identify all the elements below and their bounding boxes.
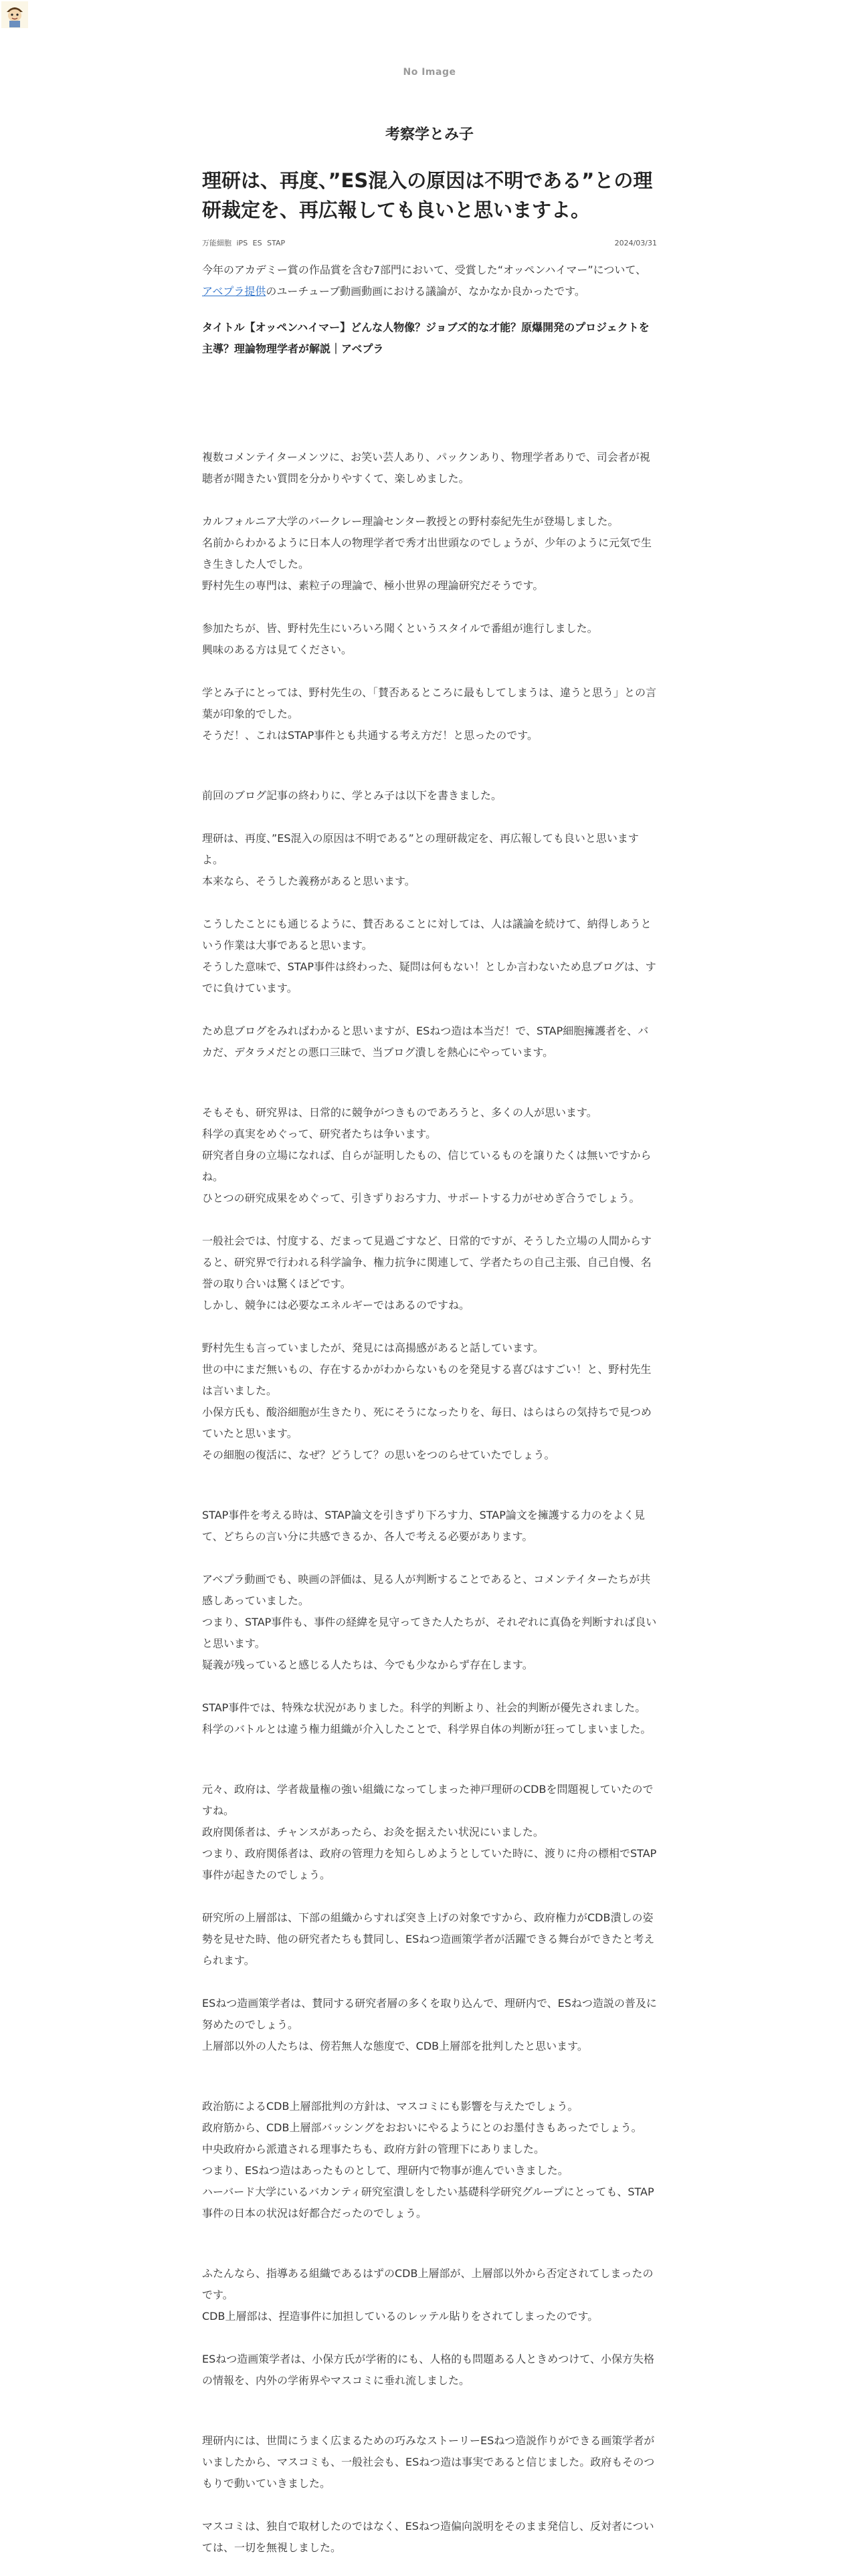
body-paragraph bbox=[202, 1230, 657, 1316]
paragraph-gap bbox=[202, 2057, 657, 2096]
paragraph-gap bbox=[202, 1740, 657, 1779]
paragraph-gap bbox=[202, 2327, 657, 2349]
source-link[interactable]: アベプラ提供 bbox=[202, 285, 266, 298]
body-paragraph bbox=[202, 1907, 657, 1971]
body-paragraph bbox=[202, 1102, 657, 1209]
body-line: 政府関係者は、チャンスがあったら、お灸を据えたい状況にいました。 bbox=[202, 1826, 544, 1838]
body-paragraph bbox=[202, 2096, 657, 2224]
paragraph-gap bbox=[202, 746, 657, 785]
body-paragraph bbox=[202, 618, 657, 661]
body-paragraph bbox=[202, 1993, 657, 2057]
paragraph-gap bbox=[202, 597, 657, 618]
paragraph-gap bbox=[202, 1316, 657, 1337]
body-line: 名前からわかるように日本人の物理学者で秀才出世頭なのでしょうが、少年のように元気で生き生きした人でした。 bbox=[202, 536, 652, 570]
paragraph-gap bbox=[202, 807, 657, 828]
body-line: 理研は、再度、”ES混入の原因は不明である”との理研裁定を、再広報しても良いと思いますよ。 bbox=[202, 832, 639, 866]
body-paragraph bbox=[202, 2263, 657, 2327]
body-line: 科学の真実をめぐって、研究者たちは争います。 bbox=[202, 1128, 437, 1140]
tag-link[interactable]: iPS bbox=[236, 239, 248, 247]
body-line: つまり、政府関係者は、政府の管理力を知らしめようとしていた時に、渡りに舟の標相でSTAP事件が起きたのでしょう。 bbox=[202, 1847, 657, 1881]
paragraph-gap bbox=[202, 1209, 657, 1230]
paragraph-gap bbox=[202, 892, 657, 914]
tag-link[interactable]: ES bbox=[252, 239, 262, 247]
body-line: つまり、STAP事件も、事件の経緯を見守ってきた人たちが、それぞれに真偽を判断すれば良いと思います。 bbox=[202, 1616, 657, 1650]
body-line: 小保方氏も、酸浴細胞が生きたり、死にそうになったりを、毎日、はらはらの気持ちで見つめていたと思います。 bbox=[202, 1406, 652, 1440]
body-paragraph bbox=[202, 828, 657, 892]
paragraph-gap bbox=[202, 1886, 657, 1907]
body-line: STAP事件では、特殊な状況がありました。科学的判断より、社会的判断が優先されました。 bbox=[202, 1701, 646, 1714]
post-date: 2024/03/31 bbox=[614, 239, 657, 247]
video-title: タイトル【オッペンハイマー】どんな人物像？ジョブズ的な才能？原爆開発のプロジェクトを主導？理論物理学者が解説｜アベプラ bbox=[202, 321, 650, 355]
body-line: 興味のある方は見てください。 bbox=[202, 643, 353, 656]
body-line: ため息ブログをみればわかると思いますが、ESねつ造は本当だ！で、STAP細胞擁護者を、バカだ、デタラメだとの悪口三昧で、当ブログ潰しを熱心にやっています。 bbox=[202, 1025, 649, 1059]
body-line: しかし、競争には必要なエネルギーではあるのですね。 bbox=[202, 1299, 470, 1311]
article-meta bbox=[202, 238, 657, 249]
body-line: アベプラ動画でも、映画の評価は、見る人が判断することであると、コメンテイターたちが共感しあっていました。 bbox=[202, 1573, 651, 1607]
body-paragraph bbox=[202, 2516, 657, 2559]
category-tags bbox=[202, 238, 288, 249]
paragraph-gap bbox=[202, 1466, 657, 1505]
body-line: そうした意味で、STAP事件は終わった、疑問は何もない！としか言わないため息ブログは、すでに負けています。 bbox=[202, 960, 656, 994]
body-line: ひとつの研究成果をめぐって、引きずりおろす力、サポートする力がせめぎ合うでしょう。 bbox=[202, 1192, 640, 1204]
header-image-placeholder: No Image bbox=[403, 67, 456, 78]
intro-text: 今年のアカデミー賞の作品賞を含む7部門において、受賞した“オッペンハイマー”について、 bbox=[202, 263, 647, 276]
body-paragraph bbox=[202, 682, 657, 746]
intro-paragraph bbox=[202, 259, 657, 302]
body-paragraph bbox=[202, 914, 657, 999]
body-line: 複数コメンテイターメンツに、お笑い芸人あり、パックンあり、物理学者ありで、司会者が視聴者が聞きたい質問を分かりやすくて、楽しめました。 bbox=[202, 451, 650, 485]
body-line: 科学のバトルとは違う権力組織が介入したことで、科学界自体の判断が狂ってしまいました。 bbox=[202, 1723, 652, 1735]
paragraph-gap bbox=[202, 1547, 657, 1569]
body-line: ふたんなら、指導ある組織であるはずのCDB上層部が、上層部以外から否定されてしまったのです。 bbox=[202, 2267, 654, 2301]
article bbox=[202, 166, 657, 2559]
paragraph-gap bbox=[202, 1063, 657, 1102]
paragraph-gap bbox=[202, 2494, 657, 2516]
paragraph-gap bbox=[202, 661, 657, 682]
tag-link[interactable]: 万能細胞 bbox=[202, 239, 231, 247]
body-paragraph bbox=[202, 1337, 657, 1466]
body-line: 本来なら、そうした義務があると思います。 bbox=[202, 875, 415, 887]
article-title: 理研は、再度、”ES混入の原因は不明である”との理研裁定を、再広報しても良いと思いますよ。 bbox=[202, 169, 653, 221]
body-paragraph bbox=[202, 1505, 657, 1547]
body-paragraph bbox=[202, 2349, 657, 2391]
body-line: 野村先生の専門は、素粒子の理論で、極小世界の理論研究だそうです。 bbox=[202, 579, 544, 592]
body-paragraph bbox=[202, 447, 657, 490]
body-line: 研究者自身の立場になれば、自らが証明したもの、信じているものを譲りたくは無いですからね。 bbox=[202, 1149, 652, 1183]
paragraph-gap bbox=[202, 1971, 657, 1993]
body-line: 政治筋によるCDB上層部批判の方針は、マスコミにも影響を与えたでしょう。 bbox=[202, 2100, 579, 2113]
body-line: 参加たちが、皆、野村先生にいろいろ聞くというスタイルで番組が進行しました。 bbox=[202, 622, 598, 635]
body-paragraph bbox=[202, 1779, 657, 1886]
body-line: 前回のブログ記事の終わりに、学とみ子は以下を書きました。 bbox=[202, 789, 502, 802]
body-paragraph bbox=[202, 785, 657, 807]
paragraph-gap bbox=[202, 999, 657, 1021]
paragraph-gap bbox=[202, 490, 657, 511]
tag-link[interactable]: STAP bbox=[267, 239, 286, 247]
body-line: 政府筋から、CDB上層部バッシングをおおいにやるようにとのお墨付きもあったでしょう。 bbox=[202, 2121, 642, 2134]
body-line: そうだ！、これはSTAP事件とも共通する考え方だ！と思ったのです。 bbox=[202, 729, 539, 742]
paragraph-gap bbox=[202, 2224, 657, 2263]
body-line: 野村先生も言っていましたが、発見には高揚感があると話しています。 bbox=[202, 1341, 544, 1354]
body-line: ESねつ造画策学者は、小保方氏が学術的にも、人格的も問題ある人ときめつけて、小保方失格の情報を、内外の学術界やマスコミに垂れ流しました。 bbox=[202, 2353, 654, 2387]
body-line: つまり、ESねつ造はあったものとして、理研内で物事が進んでいきました。 bbox=[202, 2164, 569, 2177]
body-line: その細胞の復活に、なぜ？どうして？の思いをつのらせていたでしょう。 bbox=[202, 1448, 555, 1461]
body-paragraph bbox=[202, 2430, 657, 2494]
body-paragraph bbox=[202, 511, 657, 597]
body-line: 理研内には、世間にうまく広まるための巧みなストーリーESねつ造説作りができる画策学者がいましたから、マスコミも、一般社会も、ESねつ造は事実であると信じました。政府もそのつもりで動いていきました。 bbox=[202, 2434, 655, 2490]
body-line: ESねつ造画策学者は、賛同する研究者層の多くを取り込んで、理研内で、ESねつ造説の普及に努めたのでしょう。 bbox=[202, 1997, 657, 2031]
body-line: 一般社会では、忖度する、だまって見過ごすなど、日常的ですが、そうした立場の人間からすると、研究界で行われる科学論争、権力抗争に関連して、学者たちの自己主張、自己自慢、名誉の取り合いは驚くほどです。 bbox=[202, 1235, 652, 1290]
paragraph-gap bbox=[202, 1676, 657, 1697]
body-line: 中央政府から派遣される理事たちも、政府方針の管理下にありました。 bbox=[202, 2143, 545, 2155]
article-body bbox=[202, 447, 657, 2559]
body-line: 上層部以外の人たちは、傍若無人な態度で、CDB上層部を批判したと思います。 bbox=[202, 2040, 588, 2052]
body-line: 疑義が残っていると感じる人たちは、今でも少なからず存在します。 bbox=[202, 1658, 533, 1671]
body-line: ハーバード大学にいるバカンティ研究室潰しをしたい基礎科学研究グループにとっても、STAP事件の日本の状況は好都合だったのでしょう。 bbox=[202, 2185, 654, 2220]
intro-text: のユーチューブ動画動画における議論が、なかなか良かったです。 bbox=[266, 285, 585, 298]
body-paragraph bbox=[202, 1021, 657, 1063]
blog-title[interactable]: 考察学とみ子 bbox=[385, 126, 474, 143]
body-line: こうしたことにも通じるように、賛否あることに対しては、人は議論を続けて、納得しあうという作業は大事であると思います。 bbox=[202, 918, 652, 952]
body-line: CDB上層部は、捏造事件に加担しているのレッテル貼りをされてしまったのです。 bbox=[202, 2310, 599, 2323]
paragraph-gap bbox=[202, 2391, 657, 2430]
body-line: そもそも、研究界は、日常的に競争がつきものであろうと、多くの人が思います。 bbox=[202, 1106, 597, 1119]
body-line: 元々、政府は、学者裁量権の強い組織になってしまった神戸理研のCDBを問題視していたのですね。 bbox=[202, 1783, 654, 1817]
body-paragraph bbox=[202, 1569, 657, 1676]
blog-avatar-icon[interactable] bbox=[1, 1, 28, 28]
body-paragraph bbox=[202, 1697, 657, 1740]
body-line: 研究所の上層部は、下部の組織からすれば突き上げの対象ですから、政府権力がCDB潰しの姿勢を見せた時、他の研究者たちも賛同し、ESねつ造画策学者が活躍できる舞台ができたと考えられます。 bbox=[202, 1911, 655, 1967]
body-line: カルフォルニア大学のバークレー理論センター教授との野村泰紀先生が登場しました。 bbox=[202, 515, 619, 528]
body-line: STAP事件を考える時は、STAP論文を引きずり下ろす力、STAP論文を擁護する力のをよく見て、どちらの言い分に共感できるか、各人で考える必要があります。 bbox=[202, 1509, 645, 1543]
body-line: マスコミは、独自で取材したのではなく、ESねつ造偏向説明をそのまま発信し、反対者については、一切を無視しました。 bbox=[202, 2520, 654, 2554]
video-embed-area bbox=[202, 360, 657, 447]
body-line: 学とみ子にとっては、野村先生の、「賛否あるところに最もしてしまうは、違うと思う」との言葉が印象的でした。 bbox=[202, 686, 657, 720]
body-line: 世の中にまだ無いもの、存在するかがわからないものを発見する喜びはすごい！と、野村先生は言いました。 bbox=[202, 1363, 652, 1397]
